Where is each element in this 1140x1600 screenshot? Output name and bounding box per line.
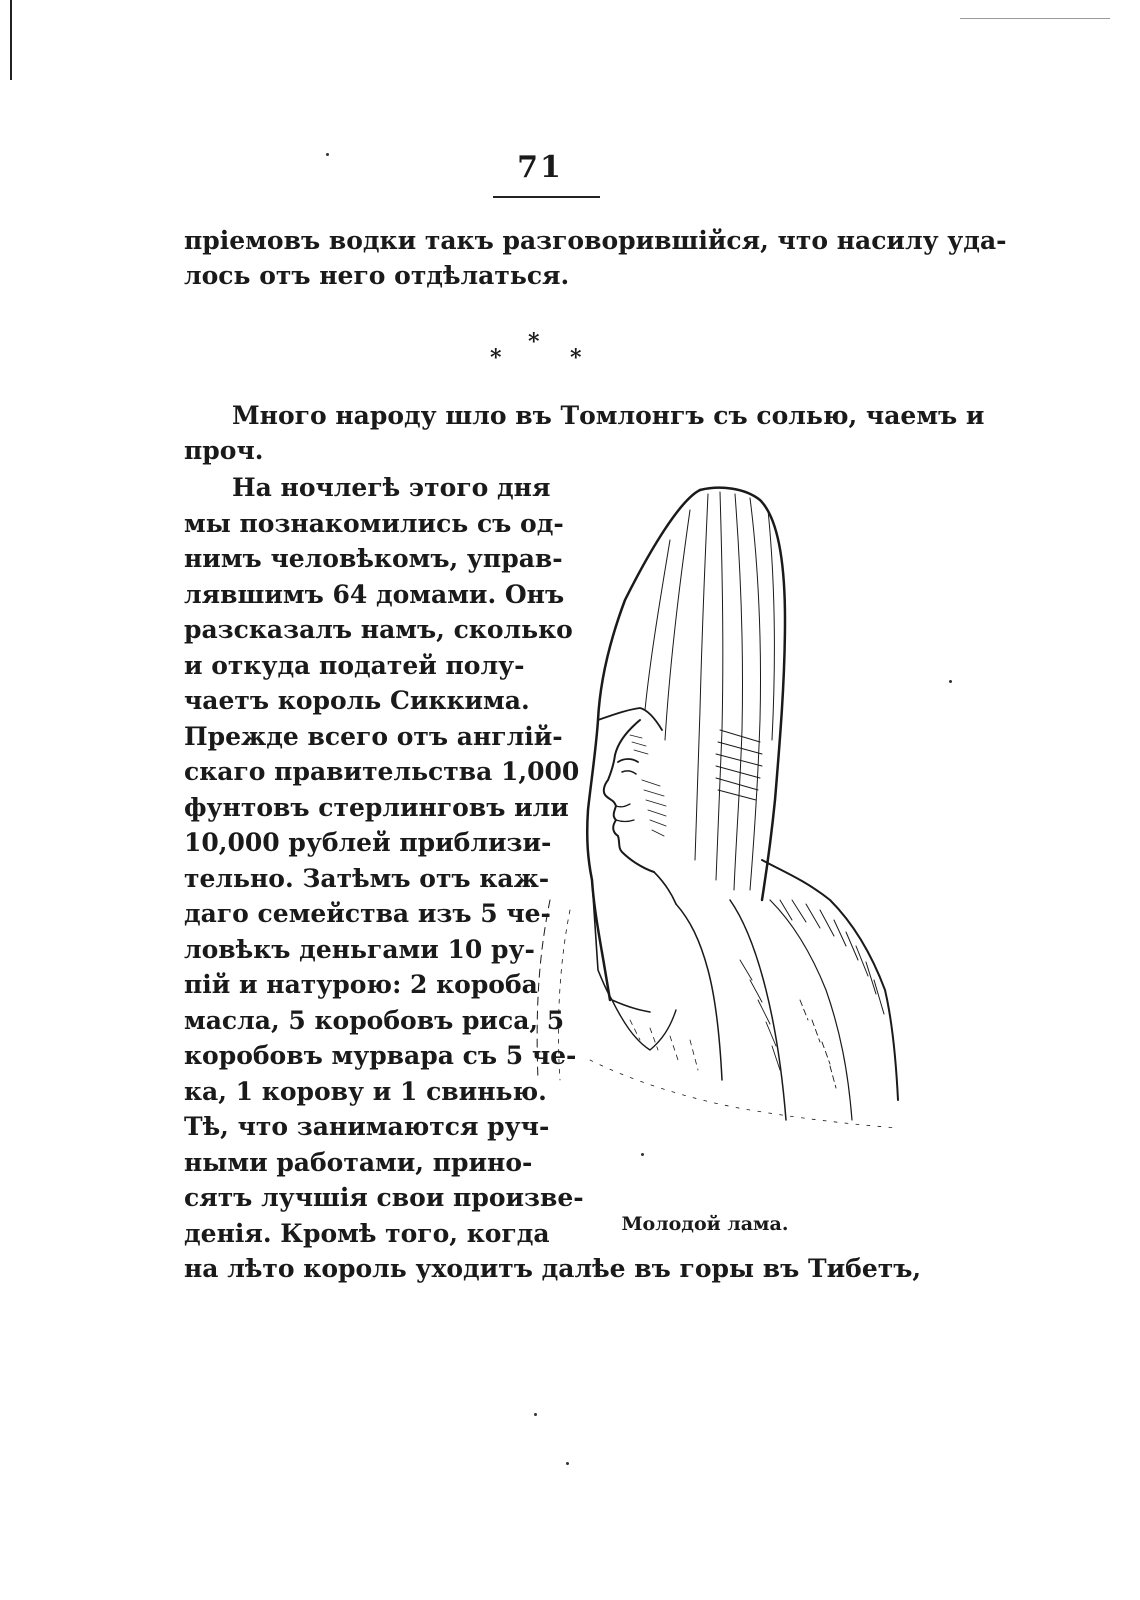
scan-speck xyxy=(534,1413,537,1416)
text-line: лявшимъ 64 домами. Онъ xyxy=(184,580,565,609)
text-line: нимъ человѣкомъ, управ- xyxy=(184,544,563,573)
text-line: мы познакомились съ од- xyxy=(184,509,564,538)
text-line: На ночлегѣ этого дня xyxy=(232,473,551,502)
text-line: тельно. Затѣмъ отъ каж- xyxy=(184,864,550,893)
text-line: скаго правительства 1,000 xyxy=(184,757,580,786)
text-line: ка, 1 корову и 1 свинью. xyxy=(184,1077,547,1106)
text-line: Прежде всего отъ англій- xyxy=(184,722,563,751)
scan-speck xyxy=(566,1462,569,1465)
illustration-caption: Молодой лама. xyxy=(621,1213,789,1235)
scan-edge-line xyxy=(960,18,1110,19)
text-line: проч. xyxy=(184,436,264,465)
separator-star: * xyxy=(570,345,582,371)
text-line: денія. Кромѣ того, когда xyxy=(184,1219,550,1248)
text-line: пій и натурою: 2 короба xyxy=(184,970,538,999)
text-line: пріемовъ водки такъ разговорившійся, что насилу уда- xyxy=(184,226,1007,255)
text-line: на лѣто король уходитъ далѣе въ горы въ Тибетъ, xyxy=(184,1254,922,1283)
text-line: сятъ лучшія свои произве- xyxy=(184,1183,584,1212)
text-line: Тѣ, что занимаются руч- xyxy=(184,1112,550,1141)
page-number-rule xyxy=(493,196,600,198)
text-line: ными работами, прино- xyxy=(184,1148,533,1177)
text-line: чаетъ король Сиккима. xyxy=(184,686,530,715)
scan-speck xyxy=(641,1153,644,1156)
page-number: 71 xyxy=(517,150,563,185)
text-line: и откуда податей полу- xyxy=(184,651,525,680)
text-line: масла, 5 коробовъ риса, 5 xyxy=(184,1006,565,1035)
text-line: даго семейства изъ 5 че- xyxy=(184,899,551,928)
text-line: 10,000 рублей приблизи- xyxy=(184,828,552,857)
section-separator xyxy=(490,329,600,375)
scan-edge-mark xyxy=(10,0,12,80)
text-line: ловѣкъ деньгами 10 ру- xyxy=(184,935,535,964)
text-line: коробовъ мурвара съ 5 че- xyxy=(184,1041,577,1070)
text-line: разсказалъ намъ, сколько xyxy=(184,615,573,644)
lama-portrait-engraving xyxy=(530,480,900,1140)
scan-speck xyxy=(326,153,329,156)
separator-star: * xyxy=(490,345,502,371)
text-line: лось отъ него отдѣлаться. xyxy=(184,261,570,290)
separator-star: * xyxy=(528,329,540,355)
text-line: Много народу шло въ Томлонгъ съ солью, чаемъ и xyxy=(232,401,985,430)
scan-speck xyxy=(949,680,952,683)
text-line: фунтовъ стерлинговъ или xyxy=(184,793,569,822)
